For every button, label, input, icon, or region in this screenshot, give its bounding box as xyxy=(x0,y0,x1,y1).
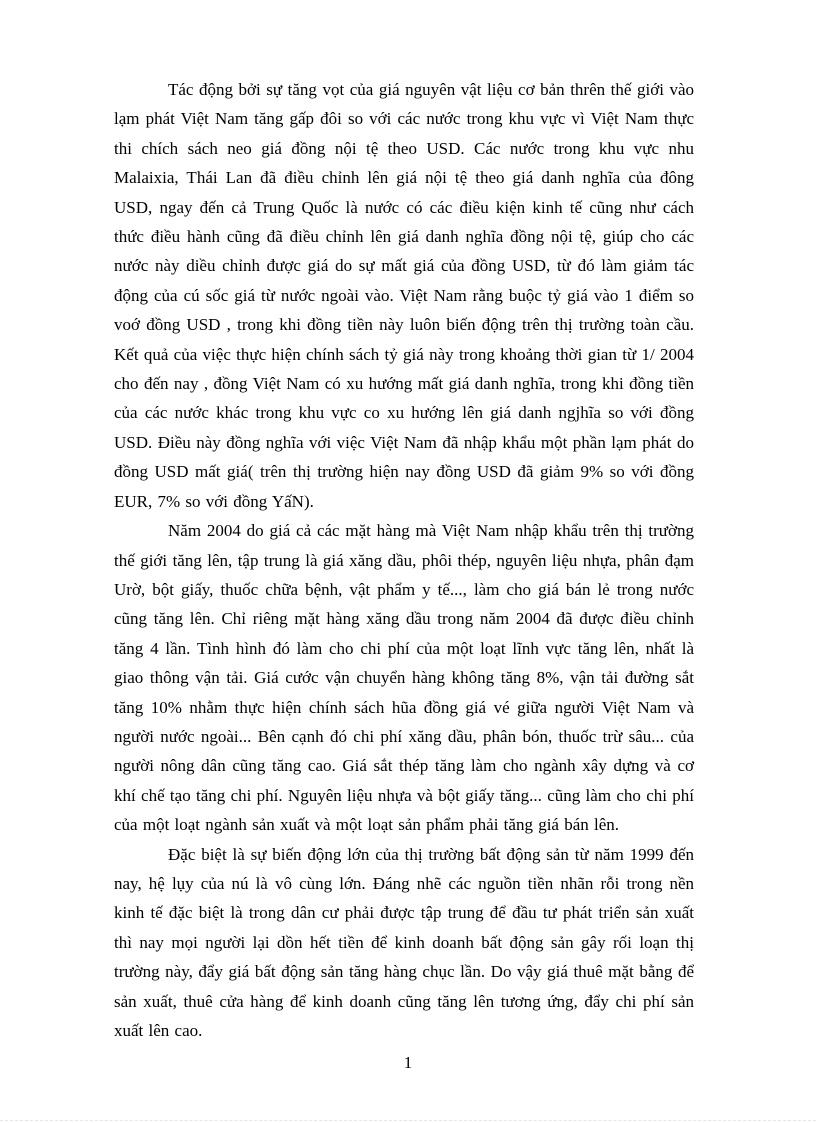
document-body xyxy=(114,75,694,1045)
paragraph-3: Đặc biệt là sự biến động lớn của thị trường bất động sản từ năm 1999 đến nay, hệ lụy của nú là vô cùng lớn. Đáng nhẽ các nguồn tiền nhãn rỗi trong nền kinh tế đặc biệt là trong dân cư phải được tập trung để đầu tư phát triển sản xuất thì nay mọi người lại dồn hết tiền để kinh doanh bất động sản gây rối loạn thị trường này, đẩy giá bất động sản tăng hàng chục lần. Do vậy giá thuê mặt bằng để sản xuất, thuê cửa hàng để kinh doanh cũng tăng lên tương ứng, đẩy chi phí sản xuất lên cao. xyxy=(114,844,694,1040)
page-number: 1 xyxy=(403,1053,413,1072)
paragraph-2: Năm 2004 do giá cả các mặt hàng mà Việt Nam nhập khẩu trên thị trường thế giới tăng lên, tập trung là giá xăng dầu, phôi thép, nguyên liệu nhựa, phân đạm Urờ, bột giấy, thuốc chữa bệnh, vật phẩm y tế..., làm cho giá bán lẻ trong nước cũng tăng lên. Chỉ riêng mặt hàng xăng dầu trong năm 2004 đã được điều chỉnh tăng 4 lần. Tình hình đó làm cho chi phí của một loạt lĩnh vực tăng lên, nhất là giao thông vận tải. Giá cước vận chuyển hàng không tăng 8%, vận tải đường sắt tăng 10% nhằm thực hiện chính sách hũa đồng giá vé giữa người Việt Nam và người nước ngoài... Bên cạnh đó chi phí xăng dầu, phân bón, thuốc trừ sâu... của người nông dân cũng tăng cao. Giá sắt thép tăng làm cho ngành xây dựng và cơ khí chế tạo tăng chi phí. Nguyên liệu nhựa và bột giấy tăng... cũng làm cho chi phí của một loạt ngành sản xuất và một loạt sản phẩm phải tăng giá bán lên. xyxy=(114,521,694,835)
paragraph-1: Tác động bởi sự tăng vọt của giá nguyên vật liệu cơ bản thrên thế giới vào lạm phát Việt Nam tăng gấp đôi so với các nước trong khu vực vì Việt Nam thực thi chích sách neo giá đồng nội tệ theo USD. Các nước trong khu vực nhu Malaixia, Thái Lan đã điều chỉnh lên giá nội tệ theo giá danh nghĩa của đông USD, ngay đến cả Trung Quốc là nước có các điều kiện kinh tế cũng như cách thức điều hành cũng đã điều chỉnh lên giá danh nghĩa đồng nội tệ, giúp cho các nước này diều chỉnh được giá do sự mất giá của đồng USD, từ đó làm giảm tác động của cú sốc giá từ nước ngoài vào. Việt Nam rằng buộc tỷ giá vào 1 điểm so voớ đồng USD , trong khi đồng tiền này luôn biến động trên thị trường toàn cầu. Kết quả của việc thực hiện chính sách tỷ giá này trong khoảng thời gian từ 1/ 2004 cho đến nay , đồng Việt Nam có xu hướng mất giá danh nghĩa, trong khi đồng tiền của các nước khác trong khu vực co xu hướng lên giá danh ngjhĩa so với đồng USD. Điều này đồng nghĩa với việc Việt Nam đã nhập khẩu một phần lạm phát do đồng USD mất giá( trên thị trường hiện nay đồng USD đã giảm 9% so với đồng EUR, 7% so với đồng YấN). xyxy=(114,80,694,511)
page-bottom-divider xyxy=(0,1120,816,1121)
